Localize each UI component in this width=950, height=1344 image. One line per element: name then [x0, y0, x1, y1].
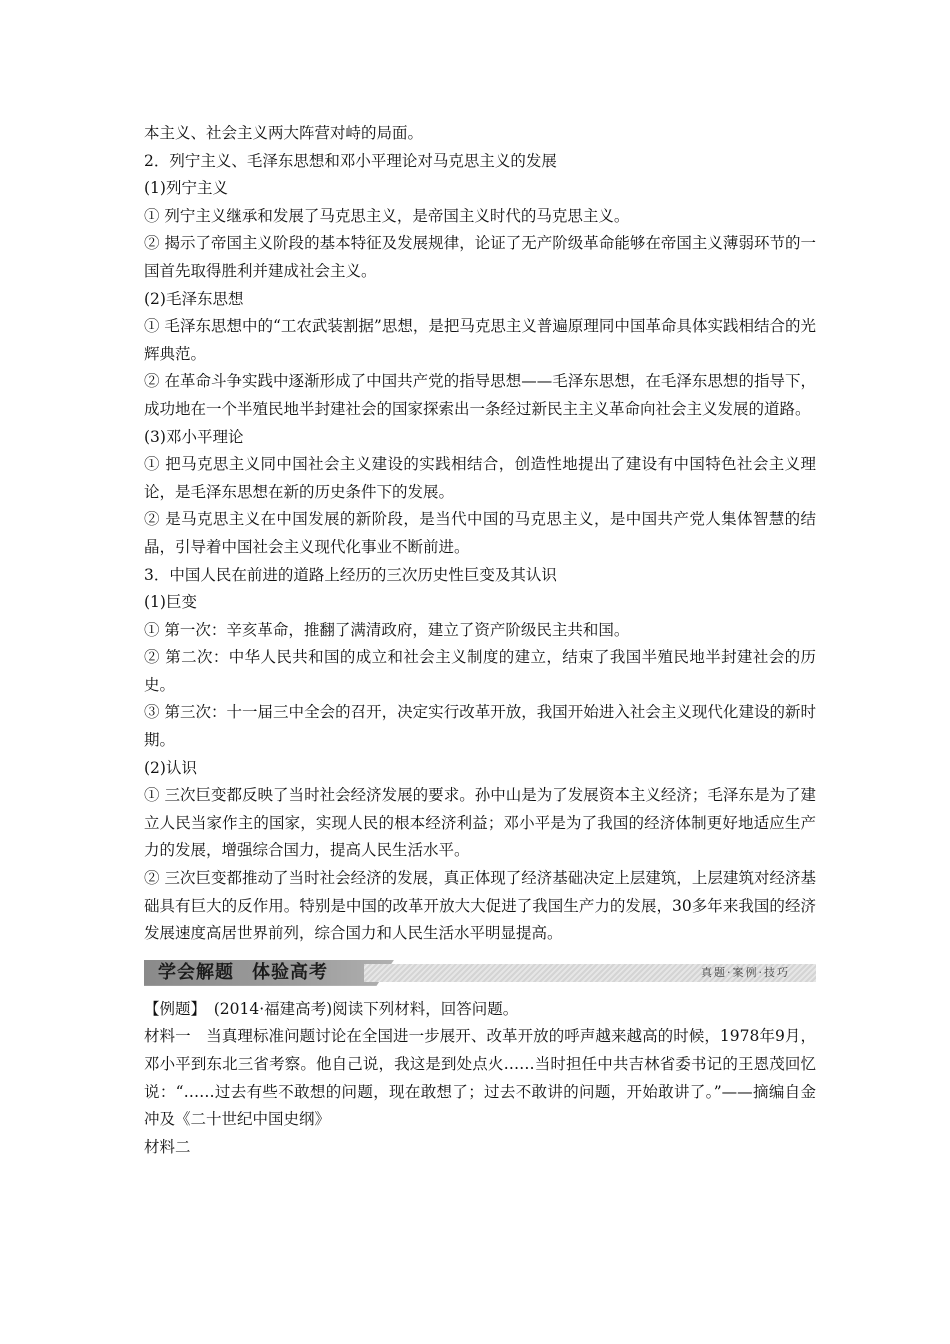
banner-subtitle: 真题·案例·技巧 [701, 965, 790, 979]
subsection-heading: (3)邓小平理论 [144, 427, 244, 446]
section-heading: 3．中国人民在前进的道路上经历的三次历史性巨变及其认识 [144, 565, 557, 584]
subsection-heading: (1)列宁主义 [144, 179, 228, 198]
paragraph: ③ 第三次：十一届三中全会的召开，决定实行改革开放，我国开始进入社会主义现代化建设的新时期。 [144, 703, 816, 750]
paragraph: ① 第一次：辛亥革命，推翻了满清政府，建立了资产阶级民主共和国。 [144, 620, 630, 639]
paragraph: ① 三次巨变都反映了当时社会经济发展的要求。孙中山是为了发展资本主义经济；毛泽东是为了建立人民当家作主的国家，实现人民的根本经济利益；邓小平是为了我国的经济体制更好地适应生产力的发展，增强综合国力，提高人民生活水平。 [144, 786, 816, 860]
material-one: 材料一 当真理标准问题讨论在全国进一步展开、改革开放的呼声越来越高的时候，1978年9月，邓小平到东北三省考察。他自己说，我这是到处点火……当时担任中共吉林省委书记的王恩茂回忆说：“……过去有些不敢想的问题，现在敢想了；过去不敢讲的问题，开始敢讲了。”——摘编自金冲及《二十世纪中国史纲》 [144, 1027, 816, 1129]
paragraph: ① 把马克思主义同中国社会主义建设的实践相结合，创造性地提出了建设有中国特色社会主义理论，是毛泽东思想在新的历史条件下的发展。 [144, 455, 816, 501]
subsection-heading: (2)认识 [144, 758, 197, 777]
paragraph: ② 第二次：中华人民共和国的成立和社会主义制度的建立，结束了我国半殖民地半封建社会的历史。 [144, 648, 816, 694]
section-banner [144, 960, 816, 986]
page-content [144, 120, 816, 1161]
paragraph: ② 揭示了帝国主义阶段的基本特征及发展规律，论证了无产阶级革命能够在帝国主义薄弱环节的一国首先取得胜利并建成社会主义。 [144, 234, 816, 280]
paragraph: 本主义、社会主义两大阵营对峙的局面。 [144, 124, 424, 142]
paragraph: ② 三次巨变都推动了当时社会经济的发展，真正体现了经济基础决定上层建筑，上层建筑对经济基础具有巨大的反作用。特别是中国的改革开放大大促进了我国生产力的发展，30多年来我国的经济发展速度高居世界前列，综合国力和人民生活水平明显提高。 [144, 869, 816, 943]
paragraph: ② 是马克思主义在中国发展的新阶段，是当代中国的马克思主义，是中国共产党人集体智慧的结晶，引导着中国社会主义现代化事业不断前进。 [144, 510, 816, 556]
banner-title-part1: 学会解题 [158, 961, 234, 983]
paragraph: ① 列宁主义继承和发展了马克思主义，是帝国主义时代的马克思主义。 [144, 206, 630, 225]
paragraph: ② 在革命斗争实践中逐渐形成了中国共产党的指导思想——毛泽东思想，在毛泽东思想的指导下，成功地在一个半殖民地半封建社会的国家探索出一条经过新民主主义革命向社会主义发展的道路。 [144, 372, 816, 418]
subsection-heading: (2)毛泽东思想 [144, 289, 244, 308]
section-heading: 2．列宁主义、毛泽东思想和邓小平理论对马克思主义的发展 [144, 151, 557, 170]
material-two: 材料二 [144, 1137, 191, 1156]
paragraph: ① 毛泽东思想中的“工农武装割据”思想，是把马克思主义普遍原理同中国革命具体实践相结合的光辉典范。 [144, 317, 816, 363]
example-intro: 【例题】 (2014·福建高考)阅读下列材料，回答问题。 [144, 999, 519, 1018]
banner-title-part2: 体验高考 [252, 961, 328, 983]
subsection-heading: (1)巨变 [144, 593, 197, 612]
banner-title [158, 960, 346, 986]
